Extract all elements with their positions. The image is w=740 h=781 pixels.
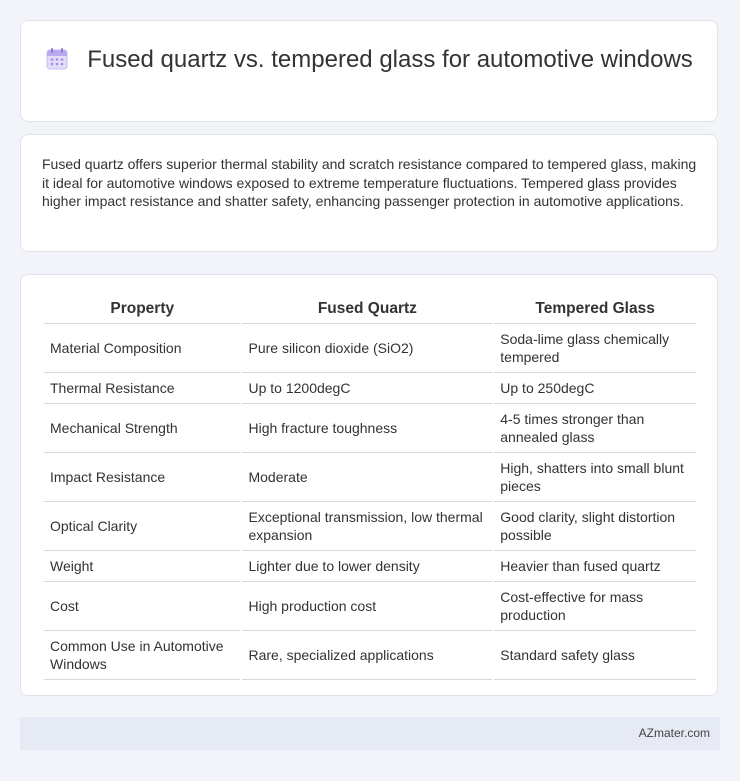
table-row	[44, 404, 696, 453]
table-cell: Material Composition	[44, 324, 240, 373]
table-cell: Up to 250degC	[494, 373, 696, 404]
table-cell: Pure silicon dioxide (SiO2)	[242, 324, 492, 373]
table-cell: Moderate	[242, 453, 492, 502]
header-fused-quartz: Fused Quartz	[242, 293, 492, 324]
table-row	[44, 324, 696, 373]
table-cell: Optical Clarity	[44, 502, 240, 551]
comparison-card	[20, 274, 718, 696]
intro-card	[20, 134, 718, 252]
table-cell: Good clarity, slight distortion possible	[494, 502, 696, 551]
table-row	[44, 373, 696, 404]
table-cell: Cost	[44, 582, 240, 631]
table-cell: Common Use in Automotive Windows	[44, 631, 240, 680]
table-row	[44, 551, 696, 582]
footer-bar	[20, 717, 720, 750]
table-cell: Thermal Resistance	[44, 373, 240, 404]
table-row	[44, 453, 696, 502]
header-tempered-glass: Tempered Glass	[494, 293, 696, 324]
page-title	[21, 45, 717, 74]
table-cell: Rare, specialized applications	[242, 631, 492, 680]
table-cell: Weight	[44, 551, 240, 582]
table-row	[44, 502, 696, 551]
intro-paragraph: Fused quartz offers superior thermal stability and scratch resistance compared to tempered glass, making it ideal for automotive windows exposed to extreme temperature fluctuations. Tempered glass provides higher impact resistance and shatter safety, enhancing passenger protection in automotive applications.	[42, 156, 697, 209]
table-cell: Heavier than fused quartz	[494, 551, 696, 582]
header-property: Property	[44, 293, 240, 324]
comparison-table	[42, 293, 698, 680]
table-cell: Up to 1200degC	[242, 373, 492, 404]
table-cell: Cost-effective for mass production	[494, 582, 696, 631]
table-cell: High, shatters into small blunt pieces	[494, 453, 696, 502]
table-row	[44, 582, 696, 631]
table-cell: Soda-lime glass chemically tempered	[494, 324, 696, 373]
table-cell: High fracture toughness	[242, 404, 492, 453]
table-row	[44, 631, 696, 680]
table-header-row	[44, 293, 696, 324]
title-text: Fused quartz vs. tempered glass for automotive windows	[87, 46, 693, 73]
table-cell: Standard safety glass	[494, 631, 696, 680]
table-cell: Exceptional transmission, low thermal expansion	[242, 502, 492, 551]
table-cell: Impact Resistance	[44, 453, 240, 502]
footer-site-link[interactable]: AZmater.com	[638, 726, 710, 740]
table-cell: 4-5 times stronger than annealed glass	[494, 404, 696, 453]
table-cell: Mechanical Strength	[44, 404, 240, 453]
calendar-icon	[45, 47, 69, 71]
table-cell: High production cost	[242, 582, 492, 631]
title-card	[20, 20, 718, 122]
table-cell: Lighter due to lower density	[242, 551, 492, 582]
